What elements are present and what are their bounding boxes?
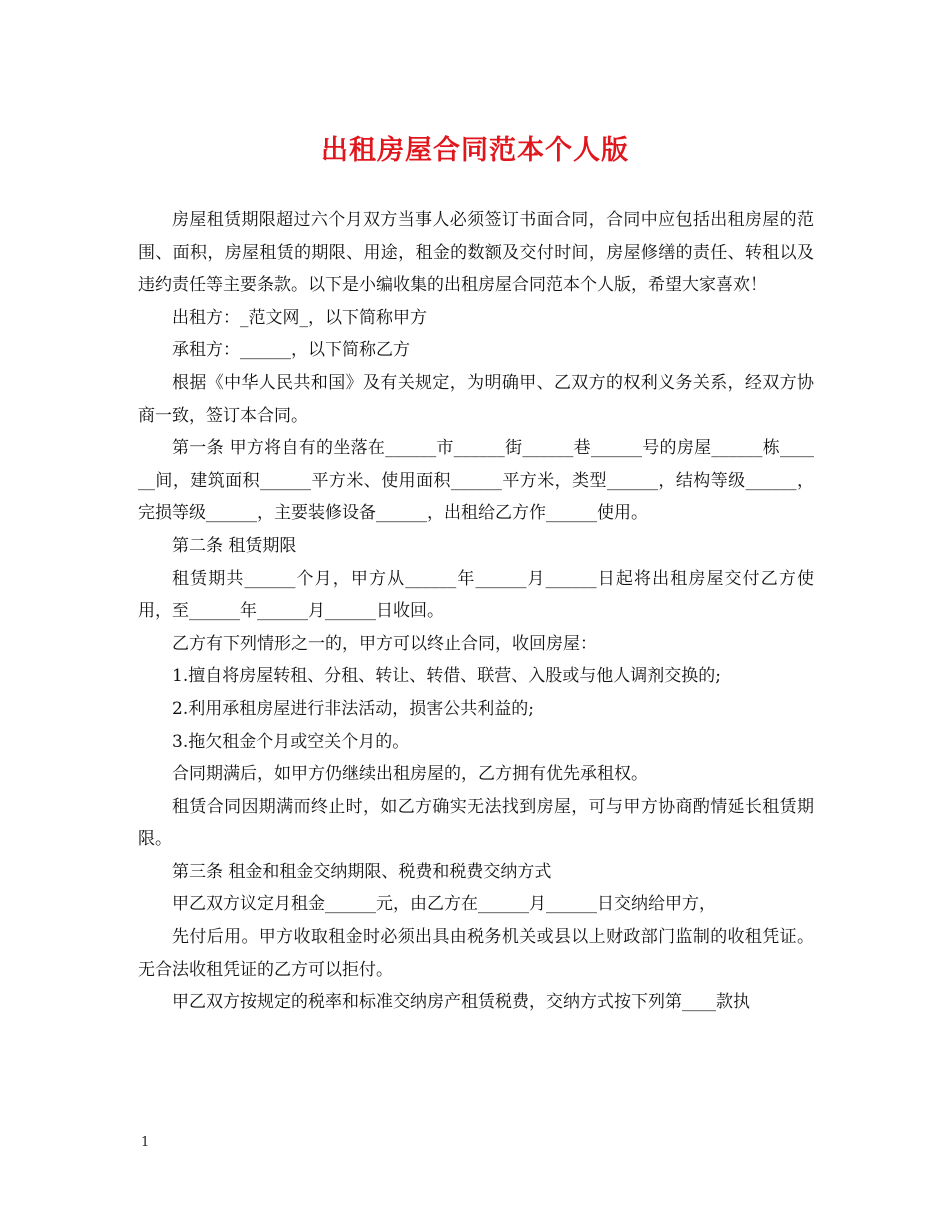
list-item: 2.利用承租房屋进行非法活动，损害公共利益的; <box>172 698 534 719</box>
section-heading: 第二条 租赁期限 <box>172 535 297 556</box>
list-item: 3.拖欠租金个月或空关个月的。 <box>172 731 410 752</box>
paragraph: 甲乙双方议定月租金______元，由乙方在______月______日交纳给甲方， <box>172 894 716 915</box>
paragraph: 根据《中华人民共和国》及有关规定，为明确甲、乙双方的权利义务关系，经双方协商一致，签订本合同。 <box>138 372 814 426</box>
paragraph: 租赁期共______个月，甲方从______年______月______日起将出租房屋交付乙方使用，至______年______月______日收回。 <box>138 568 814 622</box>
document-body <box>138 204 814 1019</box>
paragraph: 房屋租赁期限超过六个月双方当事人必须签订书面合同，合同中应包括出租房屋的范围、面积，房屋租赁的期限、用途，租金的数额及交付时间，房屋修缮的责任、转租以及违约责任等主要条款。以下是小编收集的出租房屋合同范本个人版，希望大家喜欢！ <box>138 210 814 296</box>
paragraph: 租赁合同因期满而终止时，如乙方确实无法找到房屋，可与甲方协商酌情延长租赁期限。 <box>138 796 814 850</box>
paragraph: 承租方：______，以下简称乙方 <box>172 340 410 361</box>
paragraph: 出租方：_范文网_，以下简称甲方 <box>172 307 427 328</box>
paragraph: 乙方有下列情形之一的，甲方可以终止合同，收回房屋： <box>172 633 597 654</box>
section-heading: 第三条 租金和租金交纳期限、税费和税费交纳方式 <box>172 861 552 882</box>
page-number: 1 <box>141 1135 150 1150</box>
paragraph: 先付后用。甲方收取租金时必须出具由税务机关或县以上财政部门监制的收租凭证。无合法收租凭证的乙方可以拒付。 <box>138 927 814 980</box>
paragraph: 合同期满后，如甲方仍继续出租房屋的，乙方拥有优先承租权。 <box>172 764 648 785</box>
list-item: 1.擅自将房屋转租、分租、转让、转借、联营、入股或与他人调剂交换的; <box>172 666 721 687</box>
paragraph: 第一条 甲方将自有的坐落在______市______街______巷______号的房屋______栋______间，建筑面积______平方米、使用面积______平方米，类型______，结构等级______，完损等级______，主要装修设备______，出租给乙方作______使用。 <box>138 438 814 524</box>
document-title: 出租房屋合同范本个人版 <box>321 135 629 166</box>
paragraph: 甲乙双方按规定的税率和标准交纳房产租赁税费，交纳方式按下列第____款执 <box>172 992 750 1013</box>
